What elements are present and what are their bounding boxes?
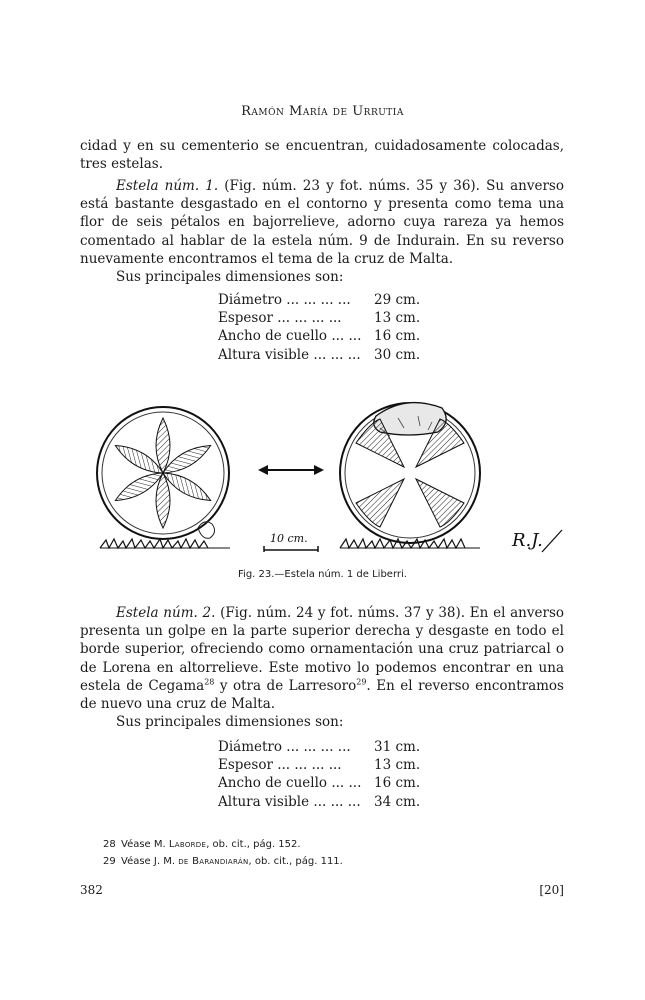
dimension-label: Diámetro ... ... ... ... bbox=[218, 739, 351, 755]
dimension-value: 34 cm. bbox=[374, 793, 421, 810]
dimension-row bbox=[218, 327, 434, 345]
dimension-label: Espesor ... ... ... ... bbox=[218, 757, 342, 774]
dimension-label: Espesor ... ... ... ... bbox=[218, 310, 342, 327]
signature-text: R.J. bbox=[512, 530, 543, 551]
dimension-value: 16 cm. bbox=[374, 775, 421, 792]
dimension-label: Altura visible ... ... ... bbox=[218, 346, 361, 363]
dimension-label: Ancho de cuello ... ... bbox=[218, 775, 362, 792]
page-number: 382 bbox=[80, 883, 103, 897]
estela-1-text: (Fig. núm. 23 y fot. núms. 35 y 36). Su anverso está bastante desgastado en el contorno y presenta como tema una flor de seis pétalos en bajorrelieve, adorno cuya rareza ya hemos comentado al hablar de la estela núm. 9 de Indurain. En su reverso nuevamente encontramos el tema de la cruz de Malta. bbox=[80, 178, 564, 267]
footnote-29 bbox=[103, 853, 343, 870]
stele-drawing-svg bbox=[80, 400, 564, 560]
footnote-28 bbox=[103, 836, 343, 853]
estela-2-title: Estela núm. 2. bbox=[116, 605, 216, 621]
dimension-value: 31 cm. bbox=[374, 739, 421, 755]
footnote-ref-28[interactable]: 28 bbox=[204, 677, 215, 687]
dimension-value: 30 cm. bbox=[374, 346, 421, 363]
dimension-value: 13 cm. bbox=[374, 310, 421, 327]
dimension-row bbox=[218, 309, 434, 327]
paragraph-dimensions-intro-2 bbox=[80, 713, 564, 731]
double-arrow-icon bbox=[258, 465, 324, 475]
figure-stele-drawing bbox=[80, 400, 564, 560]
stele-reverse-maltese-cross bbox=[340, 403, 480, 548]
footnote-citation: , ob. cit., pág. 152. bbox=[206, 839, 301, 850]
six-petal-flower-icon bbox=[112, 418, 214, 528]
footnote-author: Laborde bbox=[168, 839, 207, 850]
footnote-citation: , ob. cit., pág. 111. bbox=[248, 856, 343, 867]
figure-caption: Fig. 23.—Estela núm. 1 de Liberri. bbox=[238, 569, 407, 580]
estela-2-text-c: . En el reverso encontramos de nuevo una cruz de Malta. bbox=[80, 677, 564, 713]
running-header: Ramón María de Urrutia bbox=[241, 104, 404, 119]
paragraph-dimensions-intro-1 bbox=[80, 268, 564, 286]
paragraph-estela-1 bbox=[80, 177, 564, 268]
dimension-row bbox=[218, 756, 434, 774]
dimension-value: 29 cm. bbox=[374, 292, 421, 308]
stele-front-flower bbox=[97, 407, 230, 548]
paragraph-intro-text: cidad y en su cementerio se encuentran, cuidadosamente colocadas, tres estelas. bbox=[80, 138, 564, 173]
dimension-row bbox=[218, 793, 434, 811]
page-footer bbox=[80, 883, 564, 897]
footnote-ref-29[interactable]: 29 bbox=[356, 677, 367, 687]
dimension-row bbox=[218, 774, 434, 792]
dimension-row bbox=[218, 738, 434, 756]
estela-2-text-a: (Fig. núm. 24 y fot. núms. 37 y 38). En el anverso presenta un golpe en la parte superior derecha y desgaste en todo el borde superior, ofreciendo como ornamentación una cruz patriarcal o de Lorena en altorrelieve. Este motivo lo podemos encontrar en una estela de Cegama bbox=[80, 605, 565, 694]
estela-2-text-b: y otra de Larresoro bbox=[214, 677, 357, 694]
dimensions-table-1 bbox=[218, 291, 434, 364]
estela-1-title: Estela núm. 1. bbox=[116, 178, 219, 194]
footnote-number: 29 bbox=[103, 856, 116, 867]
paragraph-intro bbox=[80, 137, 564, 173]
dimension-row bbox=[218, 346, 434, 364]
dimension-label: Ancho de cuello ... ... bbox=[218, 328, 362, 345]
artist-signature bbox=[511, 530, 562, 552]
footnote-number: 28 bbox=[103, 839, 116, 850]
dimensions-intro-2-text: Sus principales dimensiones son: bbox=[116, 714, 344, 730]
scale-bar bbox=[264, 532, 318, 552]
scale-label: 10 cm. bbox=[270, 532, 308, 545]
dimension-value: 16 cm. bbox=[374, 328, 421, 345]
footnote-author: de Barandiarán bbox=[178, 856, 249, 867]
paragraph-estela-2 bbox=[80, 604, 564, 713]
dimension-label: Diámetro ... ... ... ... bbox=[218, 292, 351, 308]
dimensions-table-2 bbox=[218, 738, 434, 811]
section-marker: [20] bbox=[539, 883, 564, 897]
dimension-label: Altura visible ... ... ... bbox=[218, 793, 361, 810]
footnotes bbox=[103, 836, 343, 870]
footnote-text: Véase J. M. bbox=[121, 856, 179, 867]
dimension-row bbox=[218, 291, 434, 309]
dimensions-intro-1-text: Sus principales dimensiones son: bbox=[116, 269, 344, 285]
footnote-text: Véase M. bbox=[121, 839, 169, 850]
dimension-value: 13 cm. bbox=[374, 757, 421, 774]
